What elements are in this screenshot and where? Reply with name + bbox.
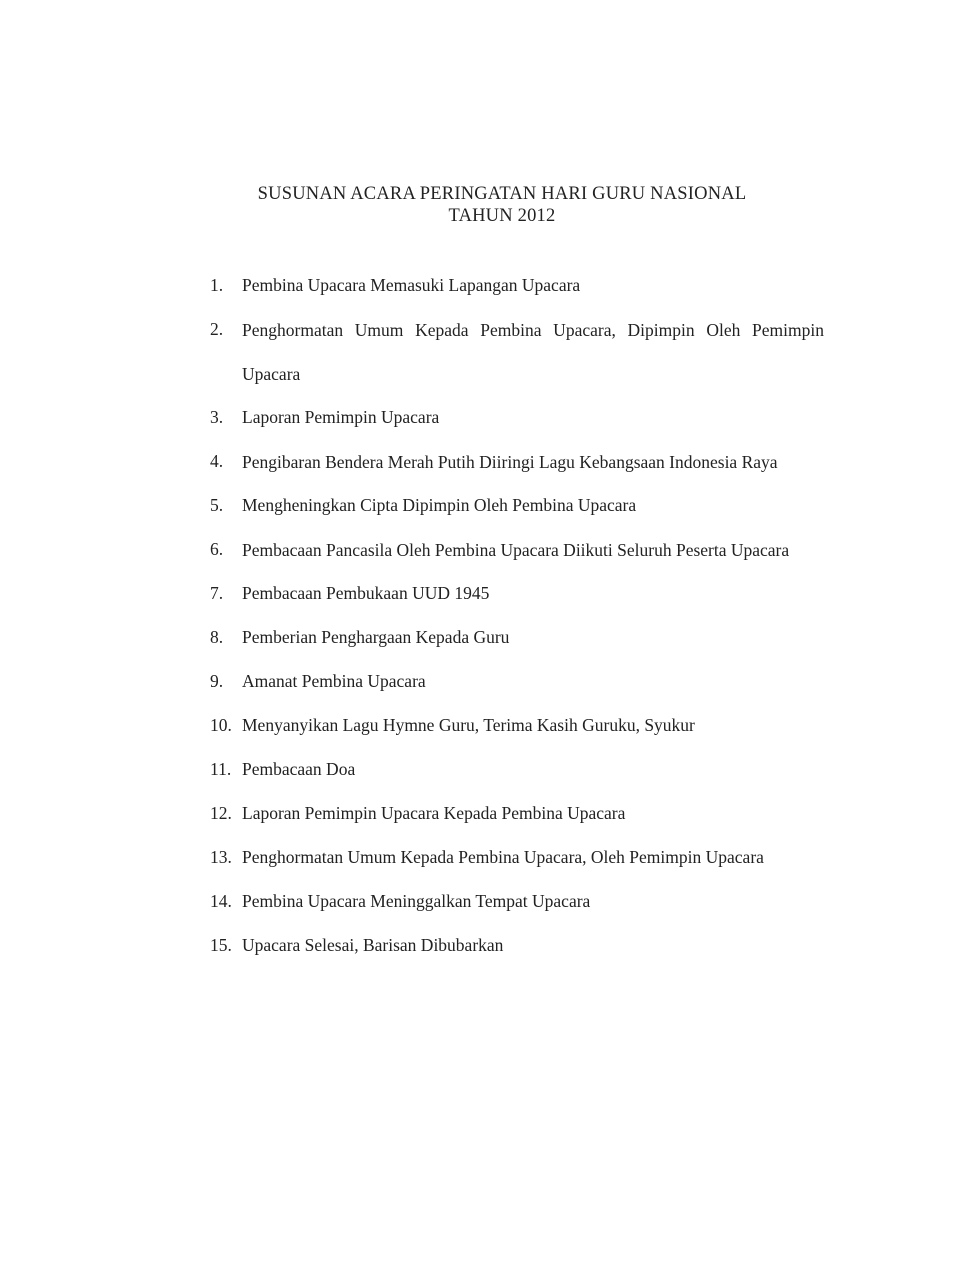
agenda-item-text: Laporan Pemimpin Upacara <box>242 407 440 427</box>
agenda-item <box>210 798 824 829</box>
agenda-item-number: 13. <box>210 847 232 867</box>
agenda-item-number: 7. <box>210 583 224 603</box>
agenda-item-number: 2. <box>210 319 224 339</box>
agenda-item-text: Menyanyikan Lagu Hymne Guru, Terima Kasih Guruku, Syukur <box>242 715 695 735</box>
agenda-item-number: 6. <box>210 539 224 559</box>
agenda-item-text: Penghormatan Umum Kepada Pembina Upacara, Oleh Pemimpin Upacara <box>242 847 764 867</box>
agenda-item-text: Amanat Pembina Upacara <box>242 671 426 691</box>
agenda-item-number: 11. <box>210 759 232 779</box>
agenda-item-text: Pembacaan Doa <box>242 759 356 779</box>
agenda-item-text: Laporan Pemimpin Upacara Kepada Pembina Upacara <box>242 803 626 823</box>
agenda-item-number: 8. <box>210 627 224 647</box>
agenda-item <box>210 314 824 396</box>
title-line-1: SUSUNAN ACARA PERINGATAN HARI GURU NASIONAL <box>257 184 747 204</box>
agenda-item <box>210 534 824 572</box>
agenda-item-number: 15. <box>210 935 232 955</box>
agenda-item <box>210 402 824 433</box>
agenda-item-text: Upacara Selesai, Barisan Dibubarkan <box>242 935 504 955</box>
agenda-item-text: Penghormatan Umum Kepada Pembina Upacara, Dipimpin Oleh Pemimpin Upacara <box>242 319 824 384</box>
agenda-item-text: Pembacaan Pancasila Oleh Pembina Upacara Diikuti Seluruh Peserta Upacara <box>242 539 790 560</box>
agenda-list <box>210 270 824 974</box>
agenda-item-number: 12. <box>210 803 232 823</box>
document-title <box>0 183 960 227</box>
agenda-item <box>210 886 824 917</box>
agenda-item-number: 14. <box>210 891 232 911</box>
agenda-item-text: Mengheningkan Cipta Dipimpin Oleh Pembina Upacara <box>242 495 637 515</box>
agenda-item <box>210 666 824 697</box>
agenda-item-text: Pemberian Penghargaan Kepada Guru <box>242 627 510 647</box>
agenda-item <box>210 842 824 873</box>
agenda-item <box>210 270 824 301</box>
agenda-item-number: 4. <box>210 451 224 471</box>
agenda-item-number: 9. <box>210 671 224 691</box>
agenda-item-text: Pembina Upacara Memasuki Lapangan Upacara <box>242 275 581 295</box>
agenda-item <box>210 710 824 741</box>
agenda-item <box>210 490 824 521</box>
agenda-item <box>210 754 824 785</box>
agenda-item-number: 3. <box>210 407 224 427</box>
agenda-item-text: Pembina Upacara Meninggalkan Tempat Upacara <box>242 891 591 911</box>
title-line-2: TAHUN 2012 <box>448 206 556 226</box>
agenda-item-number: 5. <box>210 495 224 515</box>
agenda-item-number: 1. <box>210 275 224 295</box>
agenda-item <box>210 930 824 961</box>
agenda-item-text: Pengibaran Bendera Merah Putih Diiringi Lagu Kebangsaan Indonesia Raya <box>242 451 778 472</box>
agenda-item <box>210 446 824 484</box>
agenda-item <box>210 578 824 609</box>
agenda-item <box>210 622 824 653</box>
agenda-item-text: Pembacaan Pembukaan UUD 1945 <box>242 583 490 603</box>
agenda-item-number: 10. <box>210 715 232 735</box>
